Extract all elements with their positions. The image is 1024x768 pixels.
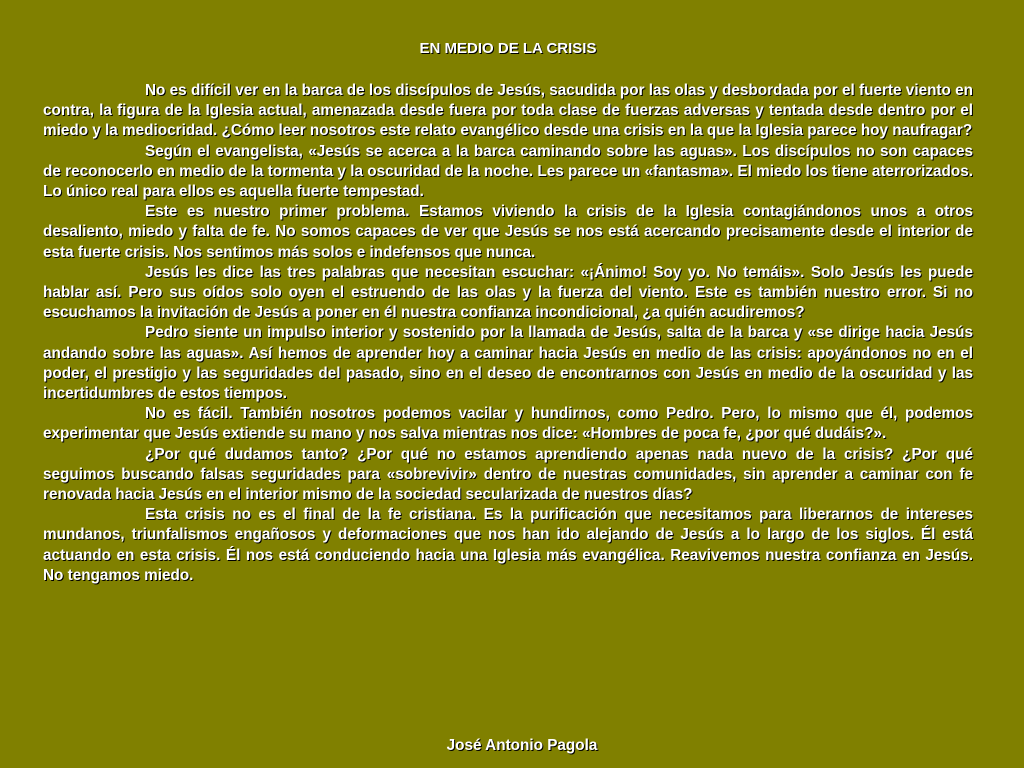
- paragraph: No es fácil. También nosotros podemos vacilar y hundirnos, como Pedro. Pero, lo mismo que él, podemos experimentar que Jesús extiende su mano y nos salva mientras nos dice: «Hombres de poca fe, ¿por qué dudáis?».: [43, 405, 973, 443]
- author-signature: José Antonio Pagola: [446, 737, 598, 754]
- paragraph: Según el evangelista, «Jesús se acerca a la barca caminando sobre las aguas». Los discípulos no son capaces de reconocerlo en medio de la tormenta y la oscuridad de la noche. Les parece un «fantasma». El miedo los tiene aterrorizados. Lo único real para ellos es aquella fuerte tempestad.: [43, 142, 973, 201]
- paragraph: No es difícil ver en la barca de los discípulos de Jesús, sacudida por las olas y desbordada por el fuerte viento en contra, la figura de la Iglesia actual, amenazada desde fuera por toda clase de fuerzas adversas y tentada desde dentro por el miedo y la mediocridad. ¿Cómo leer nosotros este relato evangélico desde una crisis en la que la Iglesia parece hoy naufragar?: [43, 82, 973, 140]
- paragraph: ¿Por qué dudamos tanto? ¿Por qué no estamos aprendiendo apenas nada nuevo de la crisis? ¿Por qué seguimos buscando falsas seguridades para «sobrevivir» dentro de nuestras comunidades, sin aprender a caminar con fe renovada hacia Jesús en el interior mismo de la sociedad secularizada de nuestros días?: [43, 445, 973, 504]
- paragraph: Pedro siente un impulso interior y sostenido por la llamada de Jesús, salta de la barca y «se dirige hacia Jesús andando sobre las aguas». Así hemos de aprender hoy a caminar hacia Jesús en medio de las crisis: apoyándonos no en el poder, el prestigio y las seguridades del pasado, sino en el deseo de encontrarnos con Jesús en medio de la oscuridad y las incertidumbres de estos tiempos.: [43, 324, 973, 403]
- paragraph: Esta crisis no es el final de la fe cristiana. Es la purificación que necesitamos para liberarnos de intereses mundanos, triunfalismos engañosos y deformaciones que nos han ido alejando de Jesús a lo largo de los siglos. Él está actuando en esta crisis. Él nos está conduciendo hacia una Iglesia más evangélica. Reavivemos nuestra confianza en Jesús. No tengamos miedo.: [43, 506, 973, 584]
- page-title: EN MEDIO DE LA CRISIS: [419, 40, 597, 57]
- paragraph: Este es nuestro primer problema. Estamos viviendo la crisis de la Iglesia contagiándonos unos a otros desaliento, miedo y falta de fe. No somos capaces de ver que Jesús se nos está acercando precisamente desde el interior de esta fuerte crisis. Nos sentimos más solos e indefensos que nunca.: [43, 203, 973, 261]
- paragraph: Jesús les dice las tres palabras que necesitan escuchar: «¡Ánimo! Soy yo. No temáis». Solo Jesús les puede hablar así. Pero sus oídos solo oyen el estruendo de las olas y la fuerza del viento. Este es también nuestro error. Si no escuchamos la invitación de Jesús a poner en él nuestra confianza incondicional, ¿a quién acudiremos?: [43, 263, 973, 322]
- article-body: [43, 81, 973, 586]
